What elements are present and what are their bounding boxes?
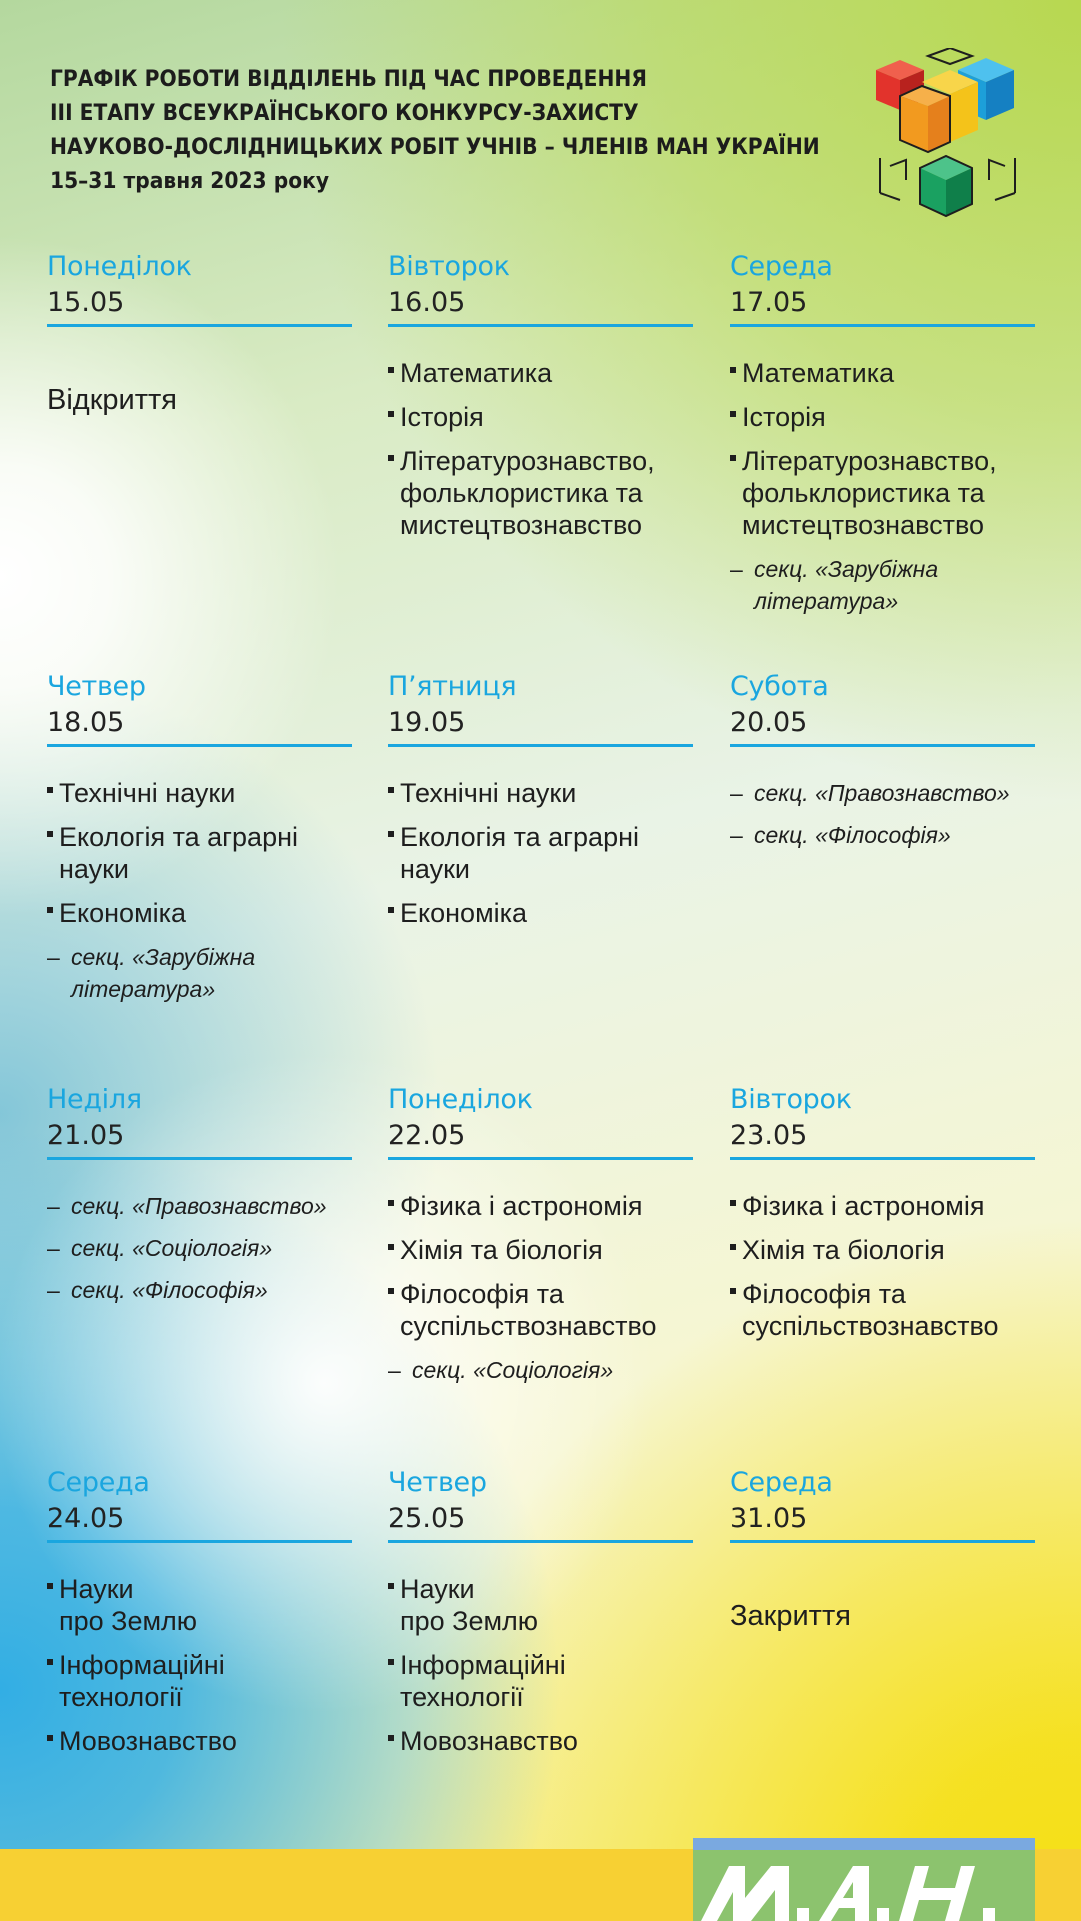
day-date: 20.05 [730,707,808,738]
list-item: Фізика і астрономія [388,1190,693,1222]
list-item: Філософія та суспільствознавство [388,1278,693,1342]
divider [730,324,1035,327]
list-item: Хімія та біологія [730,1234,1035,1266]
list-item: Мовознавство [388,1725,693,1757]
divider [47,744,352,747]
day-date: 31.05 [730,1503,808,1534]
section-item: – секц. «Правознавство» [730,777,1035,809]
list-item: Економіка [388,897,693,929]
list-item: Математика [730,357,1035,389]
section-item: – секц. «Соціологія» [47,1232,352,1264]
day-block [47,250,352,418]
day-block [388,1083,693,1396]
divider [47,1540,352,1543]
day-name: Вівторок [388,251,510,282]
divider [388,744,693,747]
list-item: Літературознавство, фольклористика та мистецтвознавство [730,445,1035,541]
list-item: Інформаційні технології [388,1649,693,1713]
divider [388,1157,693,1160]
divider [730,1157,1035,1160]
day-block [730,1083,1035,1354]
list-item: Мовознавство [47,1725,352,1757]
man-logo [693,1838,1035,1921]
section-item: – секц. «Соціологія» [388,1354,693,1386]
divider [730,744,1035,747]
day-name: Середа [47,1467,150,1498]
list-item: Економіка [47,897,352,929]
day-name: Субота [730,671,829,702]
day-date: 25.05 [388,1503,466,1534]
day-block [730,670,1035,861]
day-name: Середа [730,251,833,282]
list-item: Технічні науки [47,777,352,809]
day-block [388,250,693,553]
list-item: Екологія та аграрні науки [47,821,352,885]
divider [47,324,352,327]
title-line: ІІІ ЕТАПУ ВСЕУКРАЇНСЬКОГО КОНКУРСУ-ЗАХИСТУ [50,100,639,126]
page-title [50,62,820,198]
day-block [388,1466,693,1769]
day-name: Неділя [47,1084,142,1115]
list-item: Літературознавство, фольклористика та мистецтвознавство [388,445,693,541]
list-item: Математика [388,357,693,389]
day-name: Понеділок [47,251,192,282]
day-block [47,670,352,1015]
day-name: Середа [730,1467,833,1498]
list-item: Екологія та аграрні науки [388,821,693,885]
list-item: Фізика і астрономія [730,1190,1035,1222]
list-item: Хімія та біологія [388,1234,693,1266]
event-label: Відкриття [47,384,177,416]
day-name: Четвер [47,671,146,702]
title-line: ГРАФІК РОБОТИ ВІДДІЛЕНЬ ПІД ЧАС ПРОВЕДЕННЯ [50,66,647,92]
day-name: П’ятниця [388,671,517,702]
list-item: Науки про Землю [388,1573,693,1637]
day-name: Вівторок [730,1084,852,1115]
day-name: Понеділок [388,1084,533,1115]
divider [730,1540,1035,1543]
title-line: НАУКОВО-ДОСЛІДНИЦЬКИХ РОБІТ УЧНІВ – ЧЛЕНІВ МАН УКРАЇНИ [50,134,820,160]
list-item: Інформаційні технології [47,1649,352,1713]
day-date: 15.05 [47,287,125,318]
day-date: 18.05 [47,707,125,738]
day-date: 23.05 [730,1120,808,1151]
title-dates: 15–31 травня 2023 року [50,168,330,194]
divider [47,1157,352,1160]
list-item: Технічні науки [388,777,693,809]
day-date: 24.05 [47,1503,125,1534]
section-item: – секц. «Зарубіжна література» [47,941,352,1005]
list-item: Науки про Землю [47,1573,352,1637]
day-block [730,1466,1035,1634]
day-date: 21.05 [47,1120,125,1151]
day-date: 17.05 [730,287,808,318]
day-date: 22.05 [388,1120,466,1151]
day-block [730,250,1035,627]
list-item: Філософія та суспільствознавство [730,1278,1035,1342]
section-item: – секц. «Зарубіжна література» [730,553,1035,617]
day-block [47,1083,352,1316]
section-item: – секц. «Філософія» [730,819,1035,851]
list-item: Історія [730,401,1035,433]
list-item: Історія [388,401,693,433]
day-date: 16.05 [388,287,466,318]
event-label: Закриття [730,1600,851,1632]
section-item: – секц. «Правознавство» [47,1190,352,1222]
man-logo-icon [693,1850,1035,1921]
day-name: Четвер [388,1467,487,1498]
day-block [47,1466,352,1769]
section-item: – секц. «Філософія» [47,1274,352,1306]
cube-logo-icon [870,48,1025,223]
day-date: 19.05 [388,707,466,738]
divider [388,1540,693,1543]
divider [388,324,693,327]
day-block [388,670,693,941]
